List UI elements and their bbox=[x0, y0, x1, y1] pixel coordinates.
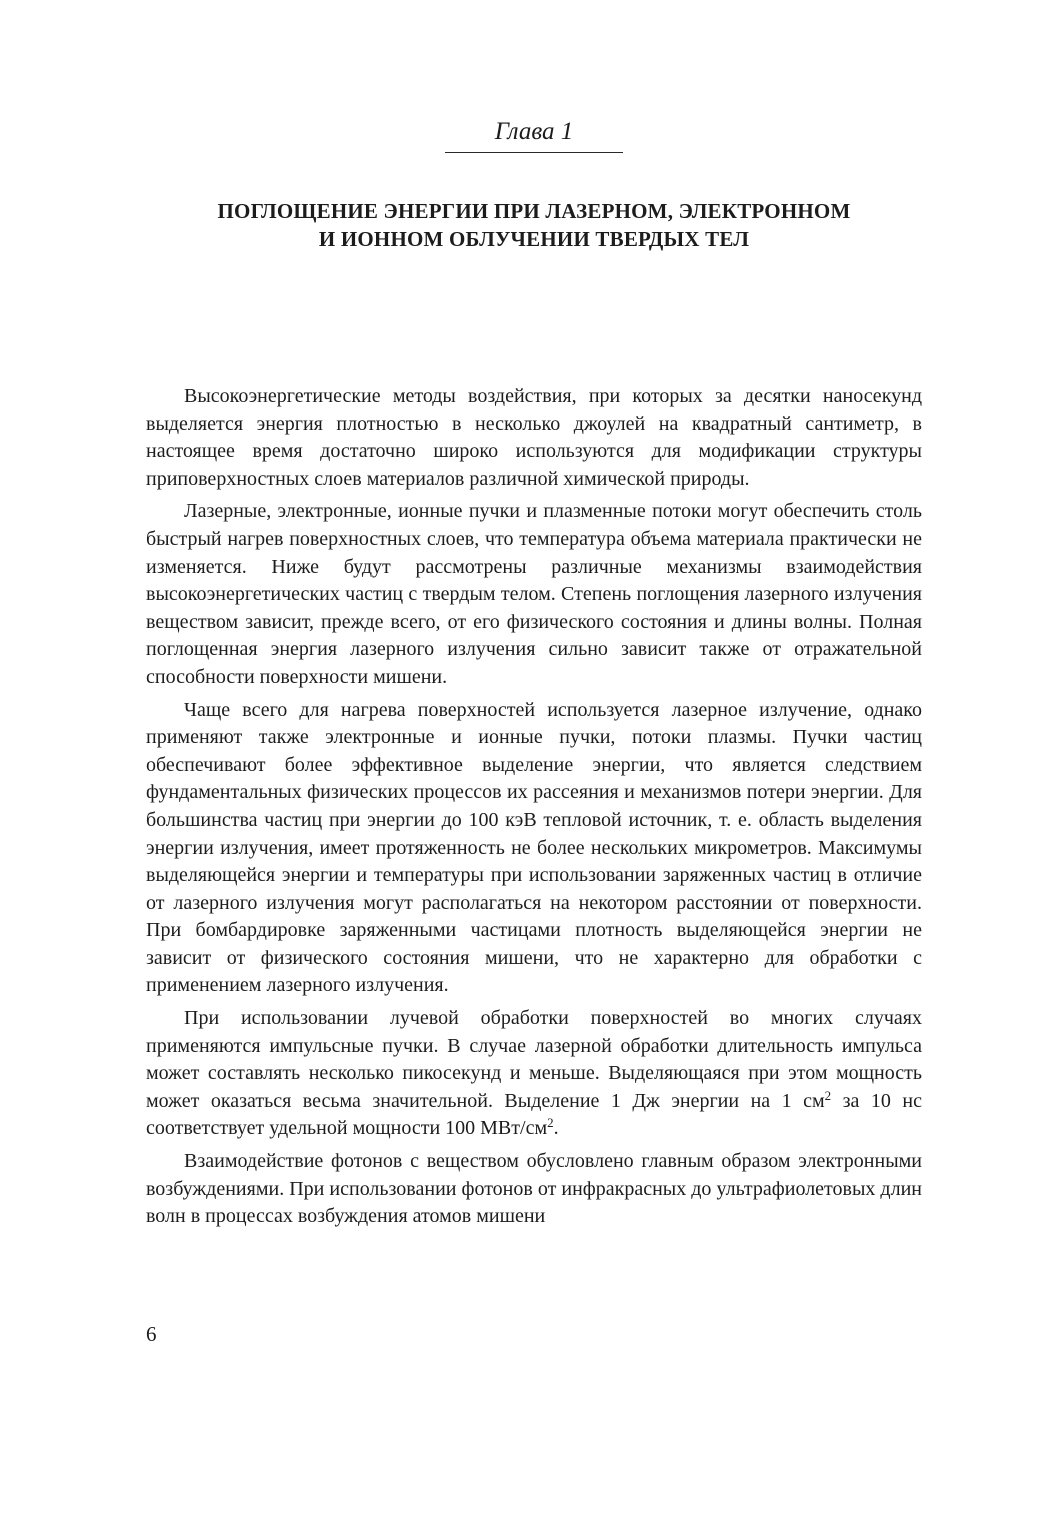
chapter-title-line-1: ПОГЛОЩЕНИЕ ЭНЕРГИИ ПРИ ЛАЗЕРНОМ, ЭЛЕКТРОННОМ bbox=[217, 199, 851, 223]
paragraph-5: Взаимодействие фотонов с веществом обусловлено главным образом электронными возбуждениями. При использовании фотонов от инфракрасных до ультрафиолетовых длин волн в процессах возбуждения атомов мишени bbox=[146, 1150, 922, 1228]
superscript-squared: 2 bbox=[547, 1115, 554, 1131]
page-number: 6 bbox=[146, 1322, 157, 1346]
paragraph-4-part-3: . bbox=[553, 1117, 559, 1140]
paragraph-4 bbox=[146, 1005, 922, 1143]
paragraph-4-part-2: за 10 нс соответствует удельной мощности 100 МВт/см bbox=[146, 1089, 922, 1140]
chapter-label: Глава 1 bbox=[494, 118, 574, 145]
paragraph-3: Чаще всего для нагрева поверхностей используется лазерное излучение, однако применяют также электронные и ионные пучки, потоки плазмы. Пучки частиц обеспечивают более эффективное выделение энергии, что является следствием фундаментальных физических процессов их рассеяния и механизмов потери энергии. Для большинства частиц при энергии до 100 кэВ тепловой источник, т. е. область выделения энергии излучения, имеет протяженность не более нескольких микрометров. Максимумы выделяющейся энергии и температуры при использовании заряженных частиц в отличие от лазерного излучения могут располагаться на некотором расстоянии от поверхности. При бомбардировке заряженными частицами плотность выделяющейся энергии не зависит от физического состояния мишени, что не характерно для обработки с применением лазерного излучения. bbox=[146, 698, 922, 997]
chapter-title-line-2: И ИОННОМ ОБЛУЧЕНИИ ТВЕРДЫХ ТЕЛ bbox=[318, 227, 750, 251]
paragraph-2: Лазерные, электронные, ионные пучки и плазменные потоки могут обеспечить столь быстрый нагрев поверхностных слоев, что температура объема материала практически не изменяется. Ниже будут рассмотрены различные механизмы взаимодействия высокоэнергетических частиц с твердым телом. Степень поглощения лазерного излучения веществом зависит, прежде всего, от его физического состояния и длины волны. Полная поглощенная энергия лазерного излучения сильно зависит также от отражательной способности поверхности мишени. bbox=[146, 500, 922, 688]
paragraph-4-part-1: При использовании лучевой обработки поверхностей во многих случаях применяются импульсные пучки. В случае лазерной обработки длительность импульса может составлять несколько пикосекунд и меньше. Выделяющаяся при этом мощность может оказаться весьма значительной. Выделение 1 Дж энергии на 1 см bbox=[146, 1007, 922, 1112]
body-text bbox=[146, 383, 922, 1236]
superscript-squared: 2 bbox=[824, 1087, 832, 1103]
chapter-underline bbox=[445, 152, 623, 153]
paragraph-1: Высокоэнергетические методы воздействия, при которых за десятки наносекунд выделяется энергия плотностью в несколько джоулей на квадратный сантиметр, в настоящее время достаточно широко используются для модификации структуры приповерхностных слоев материалов различной химической природы. bbox=[146, 385, 922, 490]
chapter-title bbox=[140, 197, 928, 253]
